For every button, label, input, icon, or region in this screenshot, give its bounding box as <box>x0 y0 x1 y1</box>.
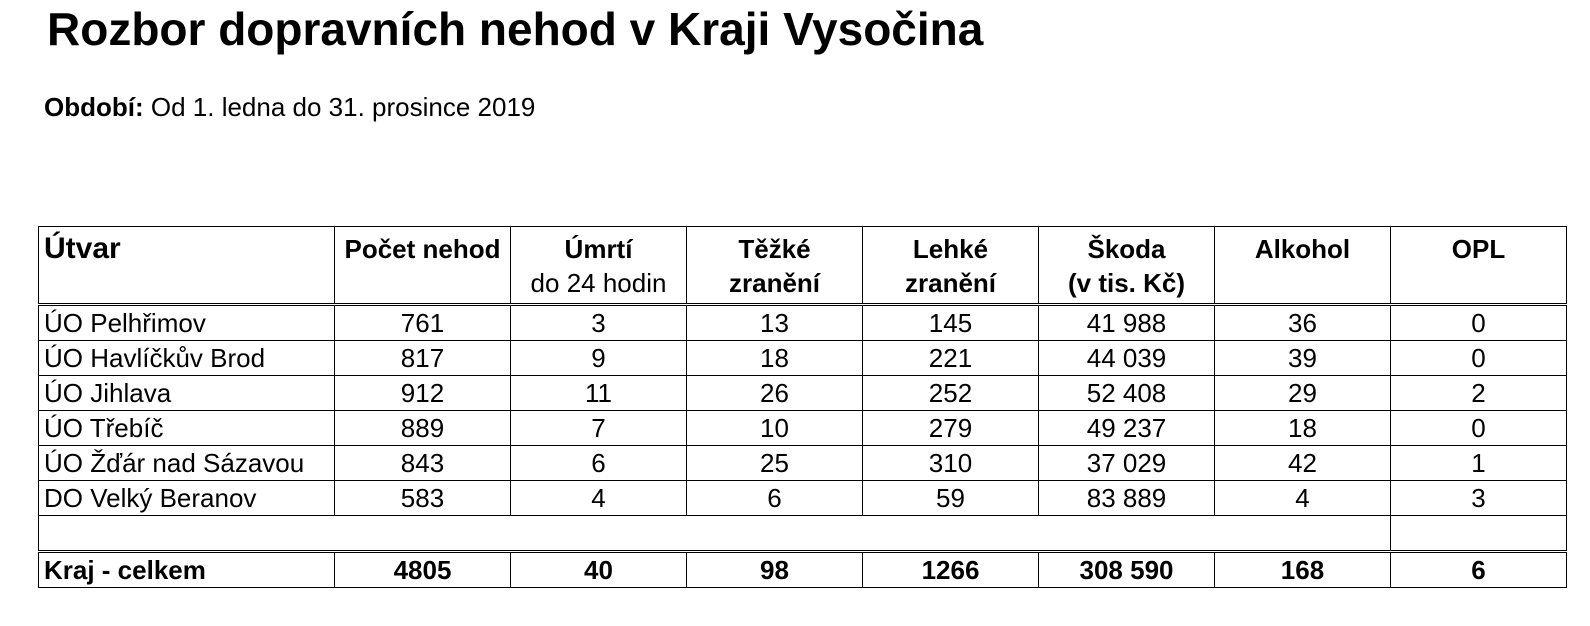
cell-alcohol: 39 <box>1215 341 1391 376</box>
cell-alcohol: 4 <box>1215 481 1391 516</box>
header-opl: OPL <box>1391 227 1567 305</box>
total-unit: Kraj - celkem <box>39 552 335 588</box>
cell-light-injuries: 145 <box>863 305 1039 341</box>
cell-damage: 41 988 <box>1039 305 1215 341</box>
cell-alcohol: 42 <box>1215 446 1391 481</box>
empty-cell <box>863 516 1039 552</box>
table-row <box>39 446 1567 481</box>
empty-row <box>39 516 1567 552</box>
empty-cell <box>39 516 335 552</box>
empty-cell <box>1039 516 1215 552</box>
cell-unit: DO Velký Beranov <box>39 481 335 516</box>
header-deaths: Úmrtí do 24 hodin <box>511 227 687 305</box>
cell-light-injuries: 59 <box>863 481 1039 516</box>
total-row <box>39 552 1567 588</box>
cell-accidents: 889 <box>335 411 511 446</box>
cell-opl: 0 <box>1391 341 1567 376</box>
total-damage: 308 590 <box>1039 552 1215 588</box>
cell-damage: 83 889 <box>1039 481 1215 516</box>
cell-damage: 37 029 <box>1039 446 1215 481</box>
cell-opl: 2 <box>1391 376 1567 411</box>
table-row <box>39 305 1567 341</box>
cell-accidents: 912 <box>335 376 511 411</box>
table-row <box>39 481 1567 516</box>
cell-alcohol: 29 <box>1215 376 1391 411</box>
table-row <box>39 341 1567 376</box>
cell-unit: ÚO Havlíčkův Brod <box>39 341 335 376</box>
header-light-injuries: Lehké zranění <box>863 227 1039 305</box>
cell-deaths: 11 <box>511 376 687 411</box>
total-deaths: 40 <box>511 552 687 588</box>
cell-accidents: 817 <box>335 341 511 376</box>
cell-serious-injuries: 10 <box>687 411 863 446</box>
cell-opl: 3 <box>1391 481 1567 516</box>
empty-cell <box>1215 516 1391 552</box>
header-serious-injuries: Těžké zranění <box>687 227 863 305</box>
cell-serious-injuries: 18 <box>687 341 863 376</box>
cell-opl: 0 <box>1391 305 1567 341</box>
cell-opl: 1 <box>1391 446 1567 481</box>
table-row <box>39 376 1567 411</box>
cell-accidents: 583 <box>335 481 511 516</box>
cell-damage: 49 237 <box>1039 411 1215 446</box>
period-value: Od 1. ledna do 31. prosince 2019 <box>150 92 536 122</box>
total-light-injuries: 1266 <box>863 552 1039 588</box>
empty-cell <box>1391 516 1567 552</box>
total-alcohol: 168 <box>1215 552 1391 588</box>
empty-cell <box>511 516 687 552</box>
empty-cell <box>335 516 511 552</box>
cell-alcohol: 18 <box>1215 411 1391 446</box>
cell-unit: ÚO Žďár nad Sázavou <box>39 446 335 481</box>
cell-deaths: 3 <box>511 305 687 341</box>
cell-accidents: 843 <box>335 446 511 481</box>
total-accidents: 4805 <box>335 552 511 588</box>
cell-opl: 0 <box>1391 411 1567 446</box>
period <box>44 92 535 123</box>
cell-serious-injuries: 13 <box>687 305 863 341</box>
cell-damage: 44 039 <box>1039 341 1215 376</box>
page-title: Rozbor dopravních nehod v Kraji Vysočina <box>47 3 984 55</box>
cell-light-injuries: 279 <box>863 411 1039 446</box>
cell-damage: 52 408 <box>1039 376 1215 411</box>
cell-serious-injuries: 6 <box>687 481 863 516</box>
header-damage: Škoda (v tis. Kč) <box>1039 227 1215 305</box>
cell-unit: ÚO Třebíč <box>39 411 335 446</box>
empty-cell <box>687 516 863 552</box>
cell-unit: ÚO Jihlava <box>39 376 335 411</box>
cell-light-injuries: 252 <box>863 376 1039 411</box>
header-row <box>39 227 1567 305</box>
cell-serious-injuries: 26 <box>687 376 863 411</box>
cell-serious-injuries: 25 <box>687 446 863 481</box>
header-accidents: Počet nehod <box>335 227 511 305</box>
header-alcohol: Alkohol <box>1215 227 1391 305</box>
cell-light-injuries: 221 <box>863 341 1039 376</box>
cell-deaths: 9 <box>511 341 687 376</box>
header-unit: Útvar <box>39 227 335 305</box>
accident-table <box>38 226 1567 588</box>
cell-unit: ÚO Pelhřimov <box>39 305 335 341</box>
total-opl: 6 <box>1391 552 1567 588</box>
cell-light-injuries: 310 <box>863 446 1039 481</box>
cell-alcohol: 36 <box>1215 305 1391 341</box>
cell-deaths: 7 <box>511 411 687 446</box>
total-serious-injuries: 98 <box>687 552 863 588</box>
cell-deaths: 4 <box>511 481 687 516</box>
cell-accidents: 761 <box>335 305 511 341</box>
table-row <box>39 411 1567 446</box>
period-label: Období: <box>44 92 144 122</box>
cell-deaths: 6 <box>511 446 687 481</box>
